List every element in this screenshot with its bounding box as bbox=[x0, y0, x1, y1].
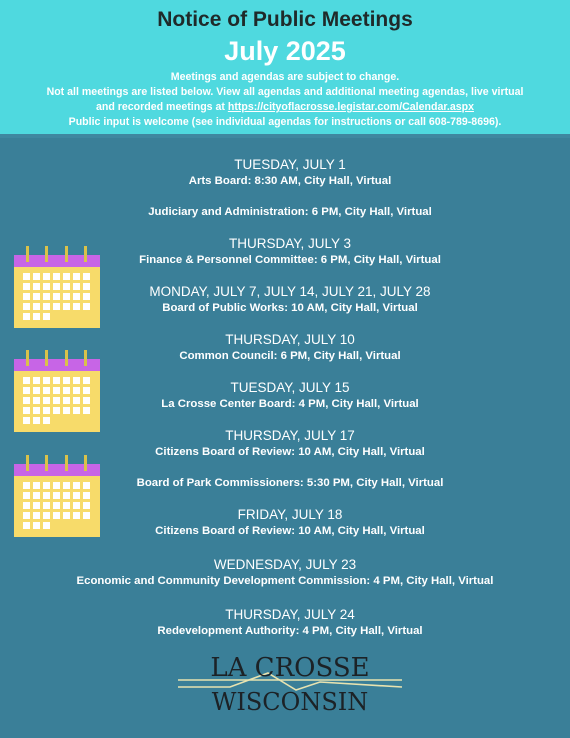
calendar-icon bbox=[14, 455, 100, 537]
meeting-day: TUESDAY, JULY 1 bbox=[234, 157, 346, 172]
meeting-day: THURSDAY, JULY 10 bbox=[225, 332, 355, 347]
meeting-event: Economic and Community Development Commission: 4 PM, City Hall, Virtual bbox=[76, 575, 494, 587]
meeting-day: WEDNESDAY, JULY 23 bbox=[213, 557, 357, 572]
meeting-event: La Crosse Center Board: 4 PM, City Hall, Virtual bbox=[161, 398, 419, 410]
meeting-day: THURSDAY, JULY 24 bbox=[225, 607, 355, 622]
schedule-entry bbox=[20, 557, 550, 587]
divider bbox=[0, 134, 570, 138]
schedule-entry bbox=[90, 477, 490, 489]
notice-line-2: Not all meetings are listed below. View all agendas and additional meeting agendas, live virtual bbox=[46, 86, 524, 98]
meeting-day: THURSDAY, JULY 3 bbox=[228, 236, 352, 251]
meeting-day: THURSDAY, JULY 17 bbox=[225, 428, 355, 443]
month-heading: July 2025 bbox=[224, 36, 346, 66]
calendar-icon bbox=[14, 246, 100, 328]
meeting-day: MONDAY, JULY 7, JULY 14, JULY 21, JULY 28 bbox=[149, 284, 431, 299]
schedule-entry bbox=[90, 157, 490, 187]
logo-line-2: WISCONSIN bbox=[211, 688, 369, 716]
schedule-entry bbox=[90, 284, 490, 314]
meeting-event: Finance & Personnel Committee: 6 PM, City Hall, Virtual bbox=[139, 254, 441, 266]
meeting-event: Judiciary and Administration: 6 PM, City Hall, Virtual bbox=[148, 206, 432, 218]
schedule-entry bbox=[90, 428, 490, 458]
meeting-event: Citizens Board of Review: 10 AM, City Hall, Virtual bbox=[155, 446, 425, 458]
schedule-entry bbox=[90, 332, 490, 362]
meeting-event: Redevelopment Authority: 4 PM, City Hall, Virtual bbox=[157, 625, 423, 637]
header-banner bbox=[0, 0, 570, 134]
meeting-event: Arts Board: 8:30 AM, City Hall, Virtual bbox=[188, 175, 392, 187]
notice-line-1: Meetings and agendas are subject to change. bbox=[170, 71, 400, 83]
meeting-event: Board of Public Works: 10 AM, City Hall, Virtual bbox=[162, 302, 418, 314]
notice-line-4: Public input is welcome (see individual agendas for instructions or call 608-789-8696). bbox=[68, 116, 502, 128]
meeting-event: Board of Park Commissioners: 5:30 PM, City Hall, Virtual bbox=[136, 477, 444, 489]
meeting-day: TUESDAY, JULY 15 bbox=[230, 380, 350, 395]
city-logo bbox=[170, 648, 410, 718]
schedule-entry bbox=[90, 507, 490, 537]
schedule-entry bbox=[90, 236, 490, 266]
page-title: Notice of Public Meetings bbox=[157, 8, 413, 31]
schedule-entry bbox=[90, 607, 490, 637]
calendar-icon bbox=[14, 350, 100, 432]
schedule-entry bbox=[90, 380, 490, 410]
meeting-event: Citizens Board of Review: 10 AM, City Hall, Virtual bbox=[155, 525, 425, 537]
calendar-link[interactable]: https://cityoflacrosse.legistar.com/Calendar.aspx bbox=[227, 101, 474, 113]
logo-line-1: LA CROSSE bbox=[210, 653, 370, 683]
notice-line-3-prefix: and recorded meetings at bbox=[96, 101, 228, 113]
schedule-entry bbox=[90, 206, 490, 218]
meeting-event: Common Council: 6 PM, City Hall, Virtual bbox=[179, 350, 401, 362]
meeting-day: FRIDAY, JULY 18 bbox=[237, 507, 343, 522]
notice-line-3 bbox=[0, 101, 570, 113]
